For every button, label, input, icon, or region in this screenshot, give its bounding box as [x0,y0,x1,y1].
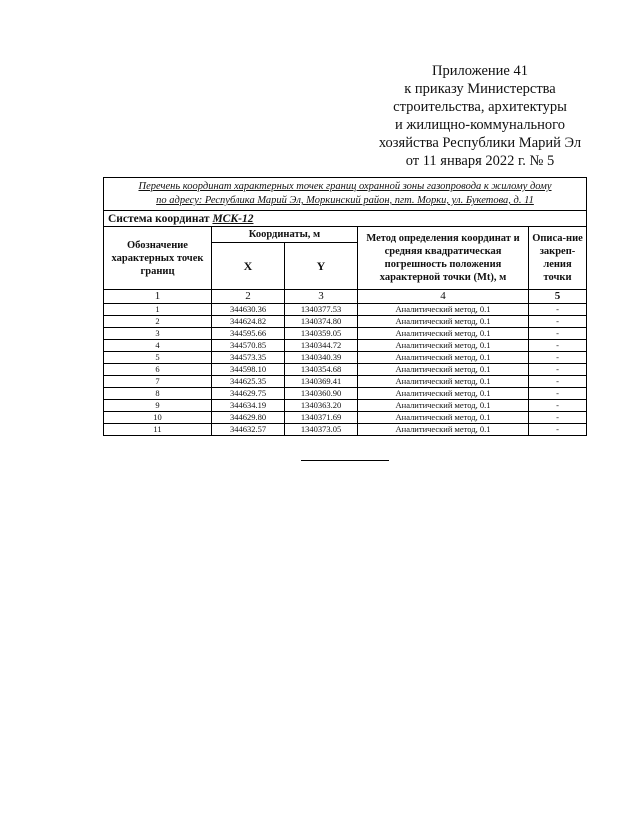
cell-coord-y: 1340371.69 [285,412,358,424]
coordinate-system [104,211,587,227]
column-numbers-row [104,290,587,304]
cell-description: - [529,388,587,400]
cell-description: - [529,424,587,436]
cell-coord-x: 344632.57 [212,424,285,436]
cell-point-number: 11 [104,424,212,436]
cell-coord-x: 344570.85 [212,340,285,352]
cell-coord-y: 1340360.90 [285,388,358,400]
order-header [360,62,600,170]
divider-line [301,460,389,461]
cell-description: - [529,364,587,376]
cell-point-number: 2 [104,316,212,328]
cell-point-number: 9 [104,400,212,412]
header-line: Приложение 41 [432,63,528,79]
column-number: 3 [285,290,358,304]
coordinates-table [103,177,587,436]
header-x: X [212,243,285,290]
coordinate-system-value: МСК-12 [212,212,254,225]
header-row-1 [104,227,587,243]
table-row [104,364,587,376]
cell-method: Аналитический метод, 0.1 [358,340,529,352]
cell-coord-y: 1340369.41 [285,376,358,388]
cell-point-number: 7 [104,376,212,388]
cell-coord-x: 344629.80 [212,412,285,424]
cell-description: - [529,352,587,364]
header-line: строительства, архитектуры [393,99,567,115]
cell-coord-y: 1340340.39 [285,352,358,364]
cell-coord-y: 1340359.05 [285,328,358,340]
cell-point-number: 4 [104,340,212,352]
header-line: к приказу Министерства [404,81,556,97]
table-row [104,400,587,412]
cell-coord-y: 1340377.53 [285,304,358,316]
table-row [104,376,587,388]
table-title [104,178,587,211]
cell-coord-x: 344624.82 [212,316,285,328]
cell-description: - [529,376,587,388]
cell-method: Аналитический метод, 0.1 [358,412,529,424]
coordinate-system-label: Система координат [108,212,210,225]
cell-coord-y: 1340373.05 [285,424,358,436]
header-method: Метод определения координат и средняя квадратическая погрешность положения характерной точки (Mt), м [358,227,529,290]
table-row [104,388,587,400]
coordinate-system-row [104,211,587,227]
table-body [104,304,587,436]
cell-coord-y: 1340354.68 [285,364,358,376]
cell-method: Аналитический метод, 0.1 [358,316,529,328]
cell-coord-x: 344625.35 [212,376,285,388]
table-row [104,412,587,424]
cell-coord-y: 1340374.80 [285,316,358,328]
cell-method: Аналитический метод, 0.1 [358,376,529,388]
cell-coord-x: 344634.19 [212,400,285,412]
cell-point-number: 5 [104,352,212,364]
table-row [104,328,587,340]
cell-description: - [529,328,587,340]
cell-point-number: 8 [104,388,212,400]
cell-point-number: 10 [104,412,212,424]
header-coordinates: Координаты, м [212,227,358,243]
table-row [104,304,587,316]
cell-method: Аналитический метод, 0.1 [358,400,529,412]
cell-point-number: 1 [104,304,212,316]
cell-description: - [529,316,587,328]
cell-point-number: 3 [104,328,212,340]
cell-coord-x: 344629.75 [212,388,285,400]
header-y: Y [285,243,358,290]
cell-coord-x: 344598.10 [212,364,285,376]
header-line: хозяйства Республики Марий Эл [378,135,582,151]
table-title-row [104,178,587,211]
table-row [104,424,587,436]
column-number: 5 [529,290,587,304]
header-line: и жилищно-коммунального [394,117,566,133]
table-row [104,340,587,352]
cell-method: Аналитический метод, 0.1 [358,388,529,400]
cell-coord-x: 344573.35 [212,352,285,364]
table-title-line: Перечень координат характерных точек границ охранной зоны газопровода к жилому дому [138,181,552,192]
cell-description: - [529,304,587,316]
cell-method: Аналитический метод, 0.1 [358,424,529,436]
header-description: Описа-ние закреп-ления точки [529,227,587,290]
header-designation: Обозначение характерных точек границ [104,227,212,290]
cell-description: - [529,400,587,412]
header-line: от 11 января 2022 г. № 5 [405,153,555,169]
cell-description: - [529,412,587,424]
table-row [104,316,587,328]
cell-method: Аналитический метод, 0.1 [358,352,529,364]
cell-description: - [529,340,587,352]
table-title-line: по адресу: Республика Марий Эл, Моркинский район, пгт. Морки, ул. Букетова, д. 11 [156,195,534,206]
cell-coord-y: 1340344.72 [285,340,358,352]
cell-method: Аналитический метод, 0.1 [358,364,529,376]
cell-point-number: 6 [104,364,212,376]
column-number: 2 [212,290,285,304]
cell-coord-y: 1340363.20 [285,400,358,412]
column-number: 1 [104,290,212,304]
cell-method: Аналитический метод, 0.1 [358,328,529,340]
cell-method: Аналитический метод, 0.1 [358,304,529,316]
cell-coord-x: 344630.36 [212,304,285,316]
table-row [104,352,587,364]
column-number: 4 [358,290,529,304]
cell-coord-x: 344595.66 [212,328,285,340]
